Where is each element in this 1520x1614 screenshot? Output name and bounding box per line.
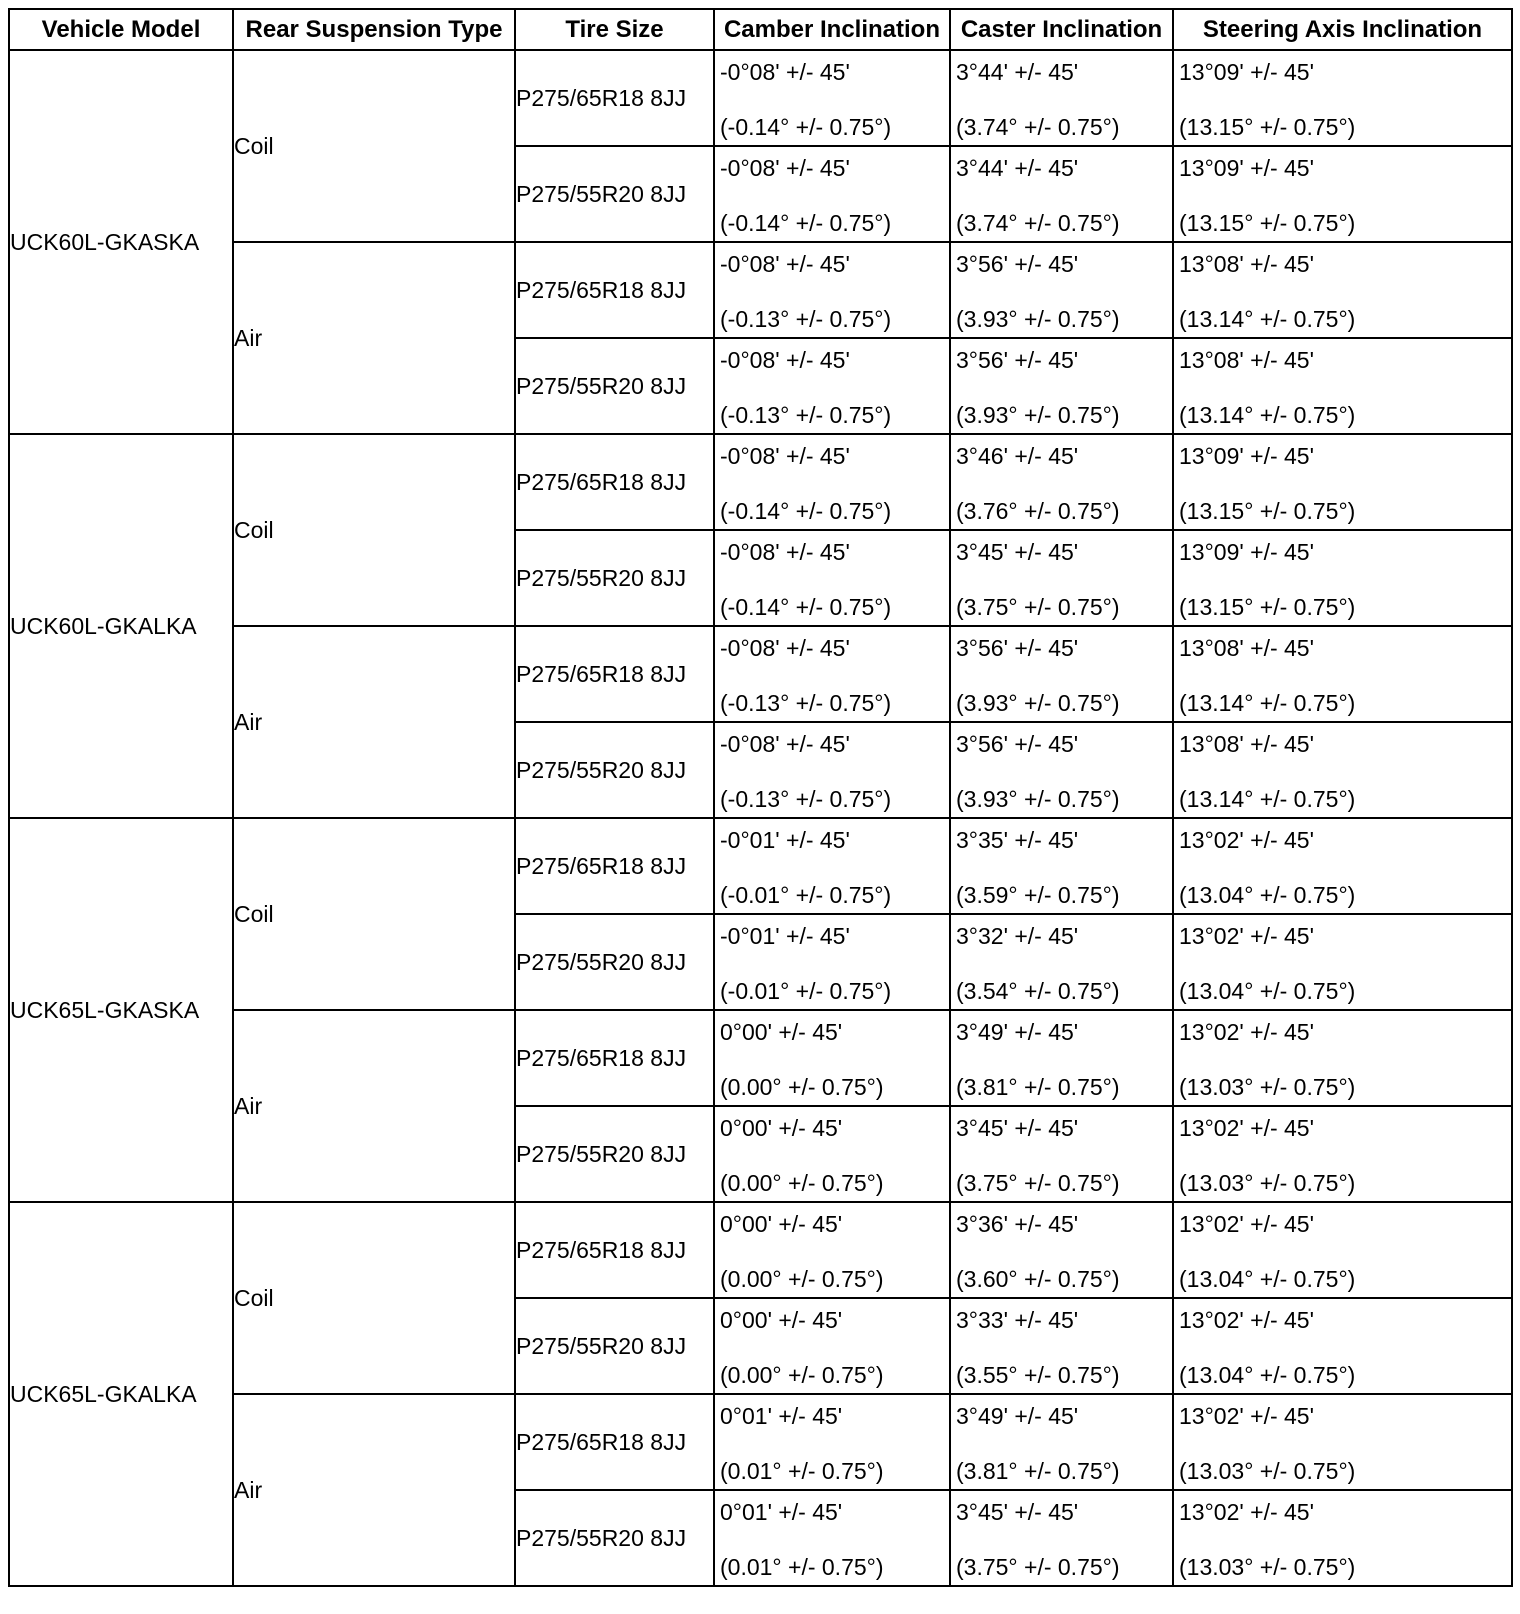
caster-cell-degrees: (3.59° +/- 0.75°)	[956, 882, 1120, 908]
steering-axis-cell-minutes: 13°09' +/- 45'	[1179, 59, 1314, 85]
tire-size-cell: P275/55R20 8JJ	[515, 338, 714, 434]
suspension-type-cell: Coil	[233, 434, 515, 626]
table-body	[9, 50, 1512, 1586]
table-row	[9, 434, 1512, 530]
tire-size-cell: P275/55R20 8JJ	[515, 146, 714, 242]
steering-axis-cell	[1173, 146, 1512, 242]
camber-cell-degrees: (0.00° +/- 0.75°)	[720, 1074, 884, 1100]
steering-axis-cell-values	[1174, 819, 1511, 913]
camber-cell	[714, 1202, 950, 1298]
camber-cell	[714, 434, 950, 530]
caster-cell-values	[951, 915, 1172, 1009]
caster-cell	[950, 1010, 1173, 1106]
caster-cell-degrees: (3.93° +/- 0.75°)	[956, 402, 1120, 428]
steering-axis-cell-minutes: 13°08' +/- 45'	[1179, 731, 1314, 757]
caster-cell-values	[951, 243, 1172, 337]
steering-axis-cell-values	[1174, 1299, 1511, 1393]
vehicle-model-cell: UCK65L-GKASKA	[9, 818, 233, 1202]
tire-size-cell: P275/65R18 8JJ	[515, 1010, 714, 1106]
caster-cell	[950, 722, 1173, 818]
caster-cell-values	[951, 1395, 1172, 1489]
caster-cell	[950, 626, 1173, 722]
steering-axis-cell-degrees: (13.03° +/- 0.75°)	[1179, 1074, 1356, 1100]
table-row	[9, 1394, 1512, 1490]
tire-size-cell: P275/65R18 8JJ	[515, 626, 714, 722]
camber-cell-values	[715, 819, 949, 913]
camber-cell	[714, 914, 950, 1010]
camber-cell-minutes: -0°08' +/- 45'	[720, 251, 850, 277]
steering-axis-cell-values	[1174, 1203, 1511, 1297]
steering-axis-cell	[1173, 338, 1512, 434]
caster-cell-minutes: 3°56' +/- 45'	[956, 635, 1079, 661]
steering-axis-cell-minutes: 13°02' +/- 45'	[1179, 923, 1314, 949]
steering-axis-cell	[1173, 818, 1512, 914]
steering-axis-cell	[1173, 722, 1512, 818]
header-camber-inclination: Camber Inclination	[714, 9, 950, 50]
caster-cell-minutes: 3°56' +/- 45'	[956, 347, 1079, 373]
tire-size-cell: P275/65R18 8JJ	[515, 818, 714, 914]
camber-cell-values	[715, 243, 949, 337]
camber-cell-minutes: 0°00' +/- 45'	[720, 1019, 843, 1045]
camber-cell-degrees: (-0.13° +/- 0.75°)	[720, 786, 892, 812]
camber-cell-values	[715, 435, 949, 529]
steering-axis-cell	[1173, 50, 1512, 146]
steering-axis-cell-degrees: (13.14° +/- 0.75°)	[1179, 402, 1356, 428]
camber-cell-minutes: -0°08' +/- 45'	[720, 59, 850, 85]
camber-cell-degrees: (0.00° +/- 0.75°)	[720, 1266, 884, 1292]
steering-axis-cell-values	[1174, 531, 1511, 625]
caster-cell-minutes: 3°49' +/- 45'	[956, 1019, 1079, 1045]
caster-cell	[950, 146, 1173, 242]
tire-size-cell: P275/55R20 8JJ	[515, 1298, 714, 1394]
caster-cell-minutes: 3°35' +/- 45'	[956, 827, 1079, 853]
table-row	[9, 1202, 1512, 1298]
steering-axis-cell-minutes: 13°02' +/- 45'	[1179, 1211, 1314, 1237]
camber-cell-minutes: -0°08' +/- 45'	[720, 155, 850, 181]
steering-axis-cell-minutes: 13°09' +/- 45'	[1179, 443, 1314, 469]
camber-cell-degrees: (-0.14° +/- 0.75°)	[720, 594, 892, 620]
caster-cell-values	[951, 339, 1172, 433]
steering-axis-cell	[1173, 242, 1512, 338]
caster-cell-degrees: (3.74° +/- 0.75°)	[956, 114, 1120, 140]
steering-axis-cell-degrees: (13.04° +/- 0.75°)	[1179, 1362, 1356, 1388]
steering-axis-cell-minutes: 13°02' +/- 45'	[1179, 1403, 1314, 1429]
camber-cell-values	[715, 1299, 949, 1393]
camber-cell-minutes: 0°01' +/- 45'	[720, 1499, 843, 1525]
tire-size-cell: P275/65R18 8JJ	[515, 50, 714, 146]
caster-cell	[950, 242, 1173, 338]
steering-axis-cell-minutes: 13°02' +/- 45'	[1179, 1307, 1314, 1333]
steering-axis-cell	[1173, 1106, 1512, 1202]
caster-cell-values	[951, 435, 1172, 529]
steering-axis-cell-values	[1174, 1011, 1511, 1105]
camber-cell-degrees: (0.01° +/- 0.75°)	[720, 1554, 884, 1580]
header-vehicle-model: Vehicle Model	[9, 9, 233, 50]
steering-axis-cell-degrees: (13.15° +/- 0.75°)	[1179, 498, 1356, 524]
caster-cell-minutes: 3°33' +/- 45'	[956, 1307, 1079, 1333]
camber-cell	[714, 338, 950, 434]
caster-cell-values	[951, 819, 1172, 913]
camber-cell-minutes: 0°00' +/- 45'	[720, 1211, 843, 1237]
camber-cell-degrees: (-0.14° +/- 0.75°)	[720, 114, 892, 140]
camber-cell-values	[715, 627, 949, 721]
caster-cell-values	[951, 1491, 1172, 1585]
camber-cell-minutes: -0°08' +/- 45'	[720, 635, 850, 661]
caster-cell-degrees: (3.76° +/- 0.75°)	[956, 498, 1120, 524]
steering-axis-cell-degrees: (13.04° +/- 0.75°)	[1179, 978, 1356, 1004]
caster-cell-degrees: (3.81° +/- 0.75°)	[956, 1458, 1120, 1484]
caster-cell-values	[951, 1203, 1172, 1297]
caster-cell-values	[951, 627, 1172, 721]
steering-axis-cell-values	[1174, 627, 1511, 721]
header-steering-axis-inclination: Steering Axis Inclination	[1173, 9, 1512, 50]
camber-cell-degrees: (0.01° +/- 0.75°)	[720, 1458, 884, 1484]
camber-cell-minutes: -0°01' +/- 45'	[720, 923, 850, 949]
steering-axis-cell-degrees: (13.04° +/- 0.75°)	[1179, 1266, 1356, 1292]
camber-cell	[714, 146, 950, 242]
steering-axis-cell	[1173, 626, 1512, 722]
suspension-type-cell: Coil	[233, 1202, 515, 1394]
table-row	[9, 242, 1512, 338]
steering-axis-cell	[1173, 530, 1512, 626]
steering-axis-cell-minutes: 13°08' +/- 45'	[1179, 251, 1314, 277]
steering-axis-cell	[1173, 1298, 1512, 1394]
caster-cell-values	[951, 531, 1172, 625]
caster-cell-minutes: 3°36' +/- 45'	[956, 1211, 1079, 1237]
caster-cell	[950, 818, 1173, 914]
camber-cell-values	[715, 723, 949, 817]
camber-cell	[714, 1490, 950, 1586]
table-row	[9, 818, 1512, 914]
tire-size-cell: P275/65R18 8JJ	[515, 434, 714, 530]
steering-axis-cell-degrees: (13.04° +/- 0.75°)	[1179, 882, 1356, 908]
caster-cell-values	[951, 1011, 1172, 1105]
camber-cell-values	[715, 1107, 949, 1201]
camber-cell	[714, 1298, 950, 1394]
caster-cell	[950, 338, 1173, 434]
steering-axis-cell-values	[1174, 339, 1511, 433]
caster-cell-degrees: (3.75° +/- 0.75°)	[956, 1554, 1120, 1580]
camber-cell-minutes: -0°01' +/- 45'	[720, 827, 850, 853]
steering-axis-cell-values	[1174, 723, 1511, 817]
caster-cell-minutes: 3°45' +/- 45'	[956, 1115, 1079, 1141]
suspension-type-cell: Coil	[233, 818, 515, 1010]
steering-axis-cell	[1173, 434, 1512, 530]
camber-cell-minutes: 0°01' +/- 45'	[720, 1403, 843, 1429]
steering-axis-cell-values	[1174, 435, 1511, 529]
steering-axis-cell-degrees: (13.03° +/- 0.75°)	[1179, 1458, 1356, 1484]
caster-cell-minutes: 3°32' +/- 45'	[956, 923, 1079, 949]
steering-axis-cell-degrees: (13.15° +/- 0.75°)	[1179, 210, 1356, 236]
steering-axis-cell-minutes: 13°09' +/- 45'	[1179, 155, 1314, 181]
steering-axis-cell-degrees: (13.15° +/- 0.75°)	[1179, 114, 1356, 140]
steering-axis-cell-values	[1174, 915, 1511, 1009]
caster-cell-degrees: (3.54° +/- 0.75°)	[956, 978, 1120, 1004]
tire-size-cell: P275/55R20 8JJ	[515, 1490, 714, 1586]
steering-axis-cell	[1173, 1490, 1512, 1586]
caster-cell-minutes: 3°45' +/- 45'	[956, 1499, 1079, 1525]
caster-cell-degrees: (3.75° +/- 0.75°)	[956, 1170, 1120, 1196]
vehicle-model-cell: UCK65L-GKALKA	[9, 1202, 233, 1586]
table-row	[9, 626, 1512, 722]
camber-cell	[714, 1106, 950, 1202]
header-row	[9, 9, 1512, 50]
table-row	[9, 1010, 1512, 1106]
header-caster-inclination: Caster Inclination	[950, 9, 1173, 50]
camber-cell	[714, 818, 950, 914]
steering-axis-cell-degrees: (13.14° +/- 0.75°)	[1179, 306, 1356, 332]
camber-cell-degrees: (-0.01° +/- 0.75°)	[720, 882, 892, 908]
tire-size-cell: P275/65R18 8JJ	[515, 242, 714, 338]
steering-axis-cell-degrees: (13.15° +/- 0.75°)	[1179, 594, 1356, 620]
camber-cell	[714, 242, 950, 338]
steering-axis-cell-minutes: 13°02' +/- 45'	[1179, 1499, 1314, 1525]
suspension-type-cell: Air	[233, 1010, 515, 1202]
caster-cell-minutes: 3°56' +/- 45'	[956, 251, 1079, 277]
steering-axis-cell-minutes: 13°08' +/- 45'	[1179, 347, 1314, 373]
camber-cell	[714, 626, 950, 722]
camber-cell-minutes: -0°08' +/- 45'	[720, 443, 850, 469]
caster-cell	[950, 914, 1173, 1010]
caster-cell-values	[951, 147, 1172, 241]
camber-cell-minutes: -0°08' +/- 45'	[720, 539, 850, 565]
caster-cell-minutes: 3°44' +/- 45'	[956, 155, 1079, 181]
caster-cell-values	[951, 51, 1172, 145]
camber-cell	[714, 50, 950, 146]
vehicle-model-cell: UCK60L-GKALKA	[9, 434, 233, 818]
camber-cell-degrees: (-0.01° +/- 0.75°)	[720, 978, 892, 1004]
caster-cell-degrees: (3.93° +/- 0.75°)	[956, 306, 1120, 332]
camber-cell-degrees: (-0.13° +/- 0.75°)	[720, 690, 892, 716]
suspension-type-cell: Air	[233, 242, 515, 434]
camber-cell-minutes: -0°08' +/- 45'	[720, 347, 850, 373]
caster-cell-degrees: (3.93° +/- 0.75°)	[956, 786, 1120, 812]
tire-size-cell: P275/55R20 8JJ	[515, 1106, 714, 1202]
caster-cell	[950, 1490, 1173, 1586]
caster-cell-minutes: 3°56' +/- 45'	[956, 731, 1079, 757]
header-tire-size: Tire Size	[515, 9, 714, 50]
camber-cell-values	[715, 1011, 949, 1105]
camber-cell-degrees: (0.00° +/- 0.75°)	[720, 1170, 884, 1196]
steering-axis-cell-degrees: (13.03° +/- 0.75°)	[1179, 1170, 1356, 1196]
camber-cell-minutes: 0°00' +/- 45'	[720, 1307, 843, 1333]
camber-cell	[714, 530, 950, 626]
tire-size-cell: P275/65R18 8JJ	[515, 1202, 714, 1298]
caster-cell-degrees: (3.55° +/- 0.75°)	[956, 1362, 1120, 1388]
vehicle-model-cell: UCK60L-GKASKA	[9, 50, 233, 434]
tire-size-cell: P275/65R18 8JJ	[515, 1394, 714, 1490]
steering-axis-cell-values	[1174, 147, 1511, 241]
table-row	[9, 50, 1512, 146]
steering-axis-cell-values	[1174, 51, 1511, 145]
caster-cell	[950, 1394, 1173, 1490]
caster-cell	[950, 1106, 1173, 1202]
caster-cell-degrees: (3.74° +/- 0.75°)	[956, 210, 1120, 236]
caster-cell	[950, 530, 1173, 626]
steering-axis-cell-minutes: 13°02' +/- 45'	[1179, 1115, 1314, 1141]
caster-cell-values	[951, 1107, 1172, 1201]
tire-size-cell: P275/55R20 8JJ	[515, 914, 714, 1010]
camber-cell-degrees: (0.00° +/- 0.75°)	[720, 1362, 884, 1388]
tire-size-cell: P275/55R20 8JJ	[515, 722, 714, 818]
steering-axis-cell-degrees: (13.14° +/- 0.75°)	[1179, 690, 1356, 716]
caster-cell-minutes: 3°46' +/- 45'	[956, 443, 1079, 469]
steering-axis-cell-values	[1174, 1491, 1511, 1585]
steering-axis-cell-values	[1174, 243, 1511, 337]
caster-cell-degrees: (3.93° +/- 0.75°)	[956, 690, 1120, 716]
steering-axis-cell-values	[1174, 1395, 1511, 1489]
steering-axis-cell-minutes: 13°08' +/- 45'	[1179, 635, 1314, 661]
steering-axis-cell	[1173, 1394, 1512, 1490]
caster-cell	[950, 50, 1173, 146]
caster-cell-values	[951, 1299, 1172, 1393]
suspension-type-cell: Air	[233, 1394, 515, 1586]
caster-cell-degrees: (3.60° +/- 0.75°)	[956, 1266, 1120, 1292]
camber-cell-values	[715, 1203, 949, 1297]
caster-cell-minutes: 3°45' +/- 45'	[956, 539, 1079, 565]
camber-cell-degrees: (-0.14° +/- 0.75°)	[720, 210, 892, 236]
caster-cell-degrees: (3.81° +/- 0.75°)	[956, 1074, 1120, 1100]
steering-axis-cell-minutes: 13°09' +/- 45'	[1179, 539, 1314, 565]
steering-axis-cell	[1173, 1202, 1512, 1298]
camber-cell-values	[715, 339, 949, 433]
camber-cell-values	[715, 915, 949, 1009]
suspension-type-cell: Coil	[233, 50, 515, 242]
camber-cell-values	[715, 1395, 949, 1489]
camber-cell-minutes: 0°00' +/- 45'	[720, 1115, 843, 1141]
steering-axis-cell-minutes: 13°02' +/- 45'	[1179, 827, 1314, 853]
camber-cell-values	[715, 51, 949, 145]
steering-axis-cell	[1173, 914, 1512, 1010]
suspension-type-cell: Air	[233, 626, 515, 818]
caster-cell-values	[951, 723, 1172, 817]
camber-cell-degrees: (-0.14° +/- 0.75°)	[720, 498, 892, 524]
camber-cell-minutes: -0°08' +/- 45'	[720, 731, 850, 757]
camber-cell-degrees: (-0.13° +/- 0.75°)	[720, 306, 892, 332]
caster-cell	[950, 1202, 1173, 1298]
camber-cell-values	[715, 531, 949, 625]
steering-axis-cell-degrees: (13.14° +/- 0.75°)	[1179, 786, 1356, 812]
steering-axis-cell-minutes: 13°02' +/- 45'	[1179, 1019, 1314, 1045]
alignment-spec-table	[8, 8, 1513, 1587]
header-rear-suspension-type: Rear Suspension Type	[233, 9, 515, 50]
caster-cell-degrees: (3.75° +/- 0.75°)	[956, 594, 1120, 620]
steering-axis-cell	[1173, 1010, 1512, 1106]
caster-cell	[950, 1298, 1173, 1394]
steering-axis-cell-degrees: (13.03° +/- 0.75°)	[1179, 1554, 1356, 1580]
steering-axis-cell-values	[1174, 1107, 1511, 1201]
camber-cell-values	[715, 147, 949, 241]
camber-cell-values	[715, 1491, 949, 1585]
tire-size-cell: P275/55R20 8JJ	[515, 530, 714, 626]
camber-cell	[714, 1010, 950, 1106]
caster-cell-minutes: 3°44' +/- 45'	[956, 59, 1079, 85]
caster-cell-minutes: 3°49' +/- 45'	[956, 1403, 1079, 1429]
camber-cell	[714, 722, 950, 818]
camber-cell-degrees: (-0.13° +/- 0.75°)	[720, 402, 892, 428]
camber-cell	[714, 1394, 950, 1490]
caster-cell	[950, 434, 1173, 530]
